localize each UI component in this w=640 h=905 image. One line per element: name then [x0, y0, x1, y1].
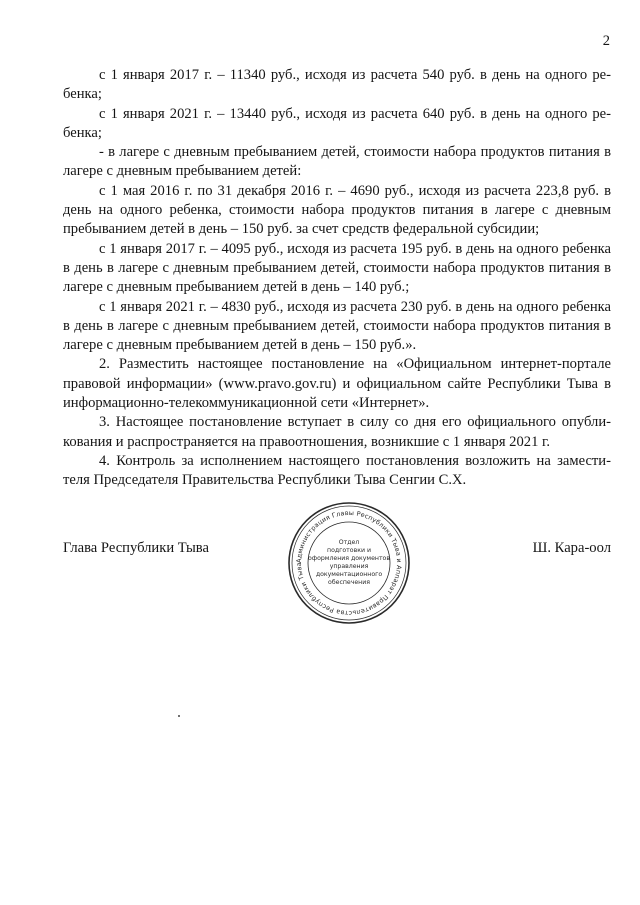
official-stamp — [282, 500, 416, 626]
signature-title: Глава Республики Тыва — [63, 540, 209, 556]
stamp-line: обеспечения — [328, 579, 370, 586]
paragraph-day-camp-2016: с 1 мая 2016 г. по 31 декабря 2016 г. – 4690 руб., исходя из расчета 223,8 руб. в день на одного ребенка, стоимости набора продуктов питания в лагере с дневным пребыванием детей в день – 150 руб. за счет средств федеральной субсидии; — [63, 182, 611, 238]
stamp-center-text — [308, 539, 390, 586]
paragraph-day-camp-heading: - в лагере с дневным пребыванием детей, стоимости набора продуктов питания в лагере с дневным пребыванием детей: — [63, 144, 611, 180]
stamp-line: управления — [329, 563, 369, 570]
signature-name: Ш. Кара-оол — [532, 540, 611, 556]
paragraph-child-rate-2017: с 1 января 2017 г. – 11340 руб., исходя из расчета 540 руб. в день на одного ребенка; — [63, 67, 611, 103]
stamp-line: документационного — [315, 571, 383, 578]
stamp-line: Отдел — [338, 539, 360, 546]
paragraph-day-camp-2021: с 1 января 2021 г. – 4830 руб., исходя из расчета 230 руб. в день на одного ребенка в день в лагере с дневным пребыванием детей, стоимости набора продуктов питания в лагере с дневным пребыванием детей в день – 150 руб.». — [63, 298, 611, 354]
paragraph-item-2-publication: 2. Разместить настоящее постановление на «Официальном интернет-портале правовой информации» (www.pravo.gov.ru) и официальном сайте Республики Тыва в информационно-телекоммуникационной сети «Интернет». — [63, 356, 611, 412]
paragraph-child-rate-2021: с 1 января 2021 г. – 13440 руб., исходя из расчета 640 руб. в день на одного ребенка; — [63, 105, 611, 141]
page-number: 2 — [602, 33, 610, 49]
stamp-line: подготовки и — [327, 547, 371, 554]
stamp-ring-text: Администрация Главы Республики Тыва и Аппарат Правительства Республики Тыва — [294, 508, 404, 618]
document-body — [63, 66, 611, 491]
paragraph-item-3-effective-date: 3. Настоящее постановление вступает в силу со дня его официального опубликования и распространяется на правоотношения, возникшие с 1 января 2021 г. — [63, 414, 611, 450]
stamp-line: оформления документов — [308, 555, 390, 562]
scan-speck — [178, 715, 180, 717]
paragraph-item-4-control: 4. Контроль за исполнением настоящего постановления возложить на заместителя Председателя Правительства Республики Тыва Сенгии С.Х. — [63, 452, 611, 489]
paragraph-day-camp-2017: с 1 января 2017 г. – 4095 руб., исходя из расчета 195 руб. в день на одного ребенка в день в лагере с дневным пребыванием детей, стоимости набора продуктов питания в лагере с дневным пребыванием детей в день – 140 руб.; — [63, 240, 611, 296]
